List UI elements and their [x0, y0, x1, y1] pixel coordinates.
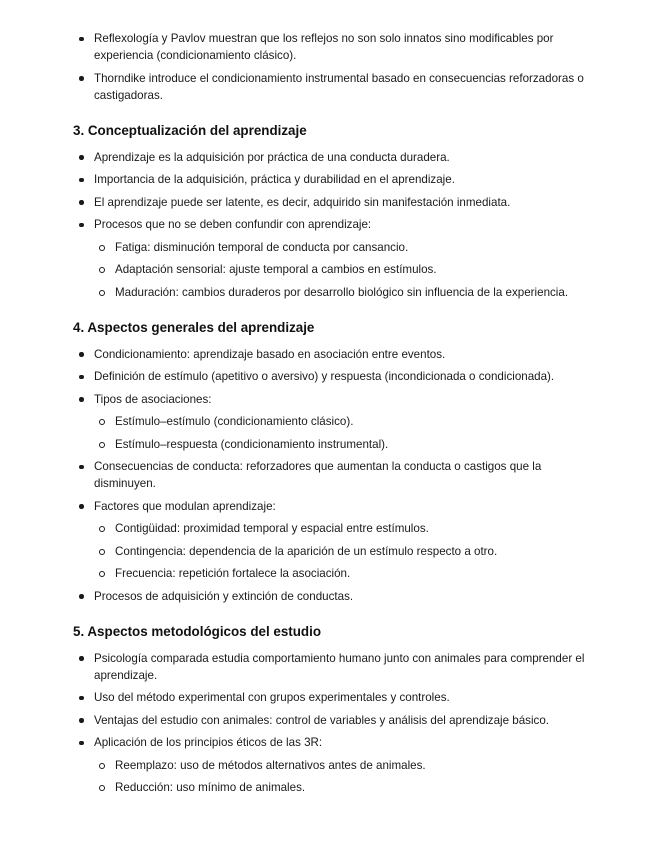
list-item-text: Procesos de adquisición y extinción de conductas.: [94, 589, 354, 603]
section-list: [73, 346, 595, 605]
list-item-text: El aprendizaje puede ser latente, es decir, adquirido sin manifestación inmediata.: [94, 195, 511, 209]
list-item: [73, 346, 595, 363]
sub-list: [94, 413, 595, 453]
sub-list: [94, 757, 595, 797]
list-item: [73, 171, 595, 188]
section-heading: 3. Conceptualización del aprendizaje: [73, 122, 307, 138]
sub-list-item: Fatiga: disminución temporal de conducta por cansancio.: [94, 239, 595, 256]
section-list: [73, 650, 595, 797]
section-heading: 5. Aspectos metodológicos del estudio: [73, 623, 322, 639]
sub-list-item: Reemplazo: uso de métodos alternativos antes de animales.: [94, 757, 595, 774]
list-item: [73, 712, 595, 729]
list-item: [73, 149, 595, 166]
sub-list-item: Maduración: cambios duraderos por desarrollo biológico sin influencia de la experiencia.: [94, 284, 595, 301]
sub-list-item: Adaptación sensorial: ajuste temporal a cambios en estímulos.: [94, 261, 595, 278]
section-heading: 4. Aspectos generales del aprendizaje: [73, 319, 315, 335]
list-item-text: Aplicación de los principios éticos de las 3R:: [94, 736, 323, 749]
sub-list-item: Reducción: uso mínimo de animales.: [94, 779, 595, 796]
list-item: [73, 588, 595, 605]
list-item-text: Condicionamiento: aprendizaje basado en asociación entre eventos.: [94, 347, 446, 361]
sub-list-item: Contigüidad: proximidad temporal y espacial entre estímulos.: [94, 520, 595, 537]
list-item: [73, 689, 595, 706]
list-item-text: Aprendizaje es la adquisición por práctica de una conducta duradera.: [94, 150, 450, 164]
list-item-text: Uso del método experimental con grupos experimentales y controles.: [94, 691, 450, 704]
intro-list: [73, 30, 595, 104]
list-item-text: Tipos de asociaciones:: [94, 392, 212, 406]
sub-list: [94, 239, 595, 301]
list-item-text: Psicología comparada estudia comportamiento humano junto con animales para comprender el aprendizaje.: [94, 651, 585, 682]
list-item: [73, 391, 595, 453]
list-item-text: Importancia de la adquisición, práctica y durabilidad en el aprendizaje.: [94, 173, 455, 186]
list-item-text: Ventajas del estudio con animales: control de variables y análisis del aprendizaje básico.: [94, 713, 550, 727]
list-item: [73, 734, 595, 796]
list-item: [73, 498, 595, 583]
list-item: Thorndike introduce el condicionamiento instrumental basado en consecuencias reforzadoras o castigadoras.: [73, 70, 595, 104]
list-item: [73, 458, 595, 492]
sub-list-item: Frecuencia: repetición fortalece la asociación.: [94, 565, 595, 582]
sub-list-item: Contingencia: dependencia de la aparición de un estímulo respecto a otro.: [94, 543, 595, 560]
list-item: [73, 194, 595, 211]
list-item: [73, 216, 595, 301]
sub-list-item: Estímulo–respuesta (condicionamiento instrumental).: [94, 436, 595, 453]
list-item-text: Definición de estímulo (apetitivo o aversivo) y respuesta (incondicionada o condicionada).: [94, 370, 555, 383]
list-item-text: Factores que modulan aprendizaje:: [94, 499, 276, 513]
list-item: [73, 650, 595, 684]
list-item-text: Consecuencias de conducta: reforzadores que aumentan la conducta o castigos que la disminuyen.: [94, 460, 542, 490]
sub-list-item: Estímulo–estímulo (condicionamiento clásico).: [94, 413, 595, 430]
list-item-text: Procesos que no se deben confundir con aprendizaje:: [94, 218, 372, 231]
section-list: [73, 149, 595, 301]
sub-list: [94, 520, 595, 582]
list-item: [73, 368, 595, 385]
list-item: Reflexología y Pavlov muestran que los reflejos no son solo innatos sino modificables por experiencia (condicionamiento clásico).: [73, 30, 595, 64]
